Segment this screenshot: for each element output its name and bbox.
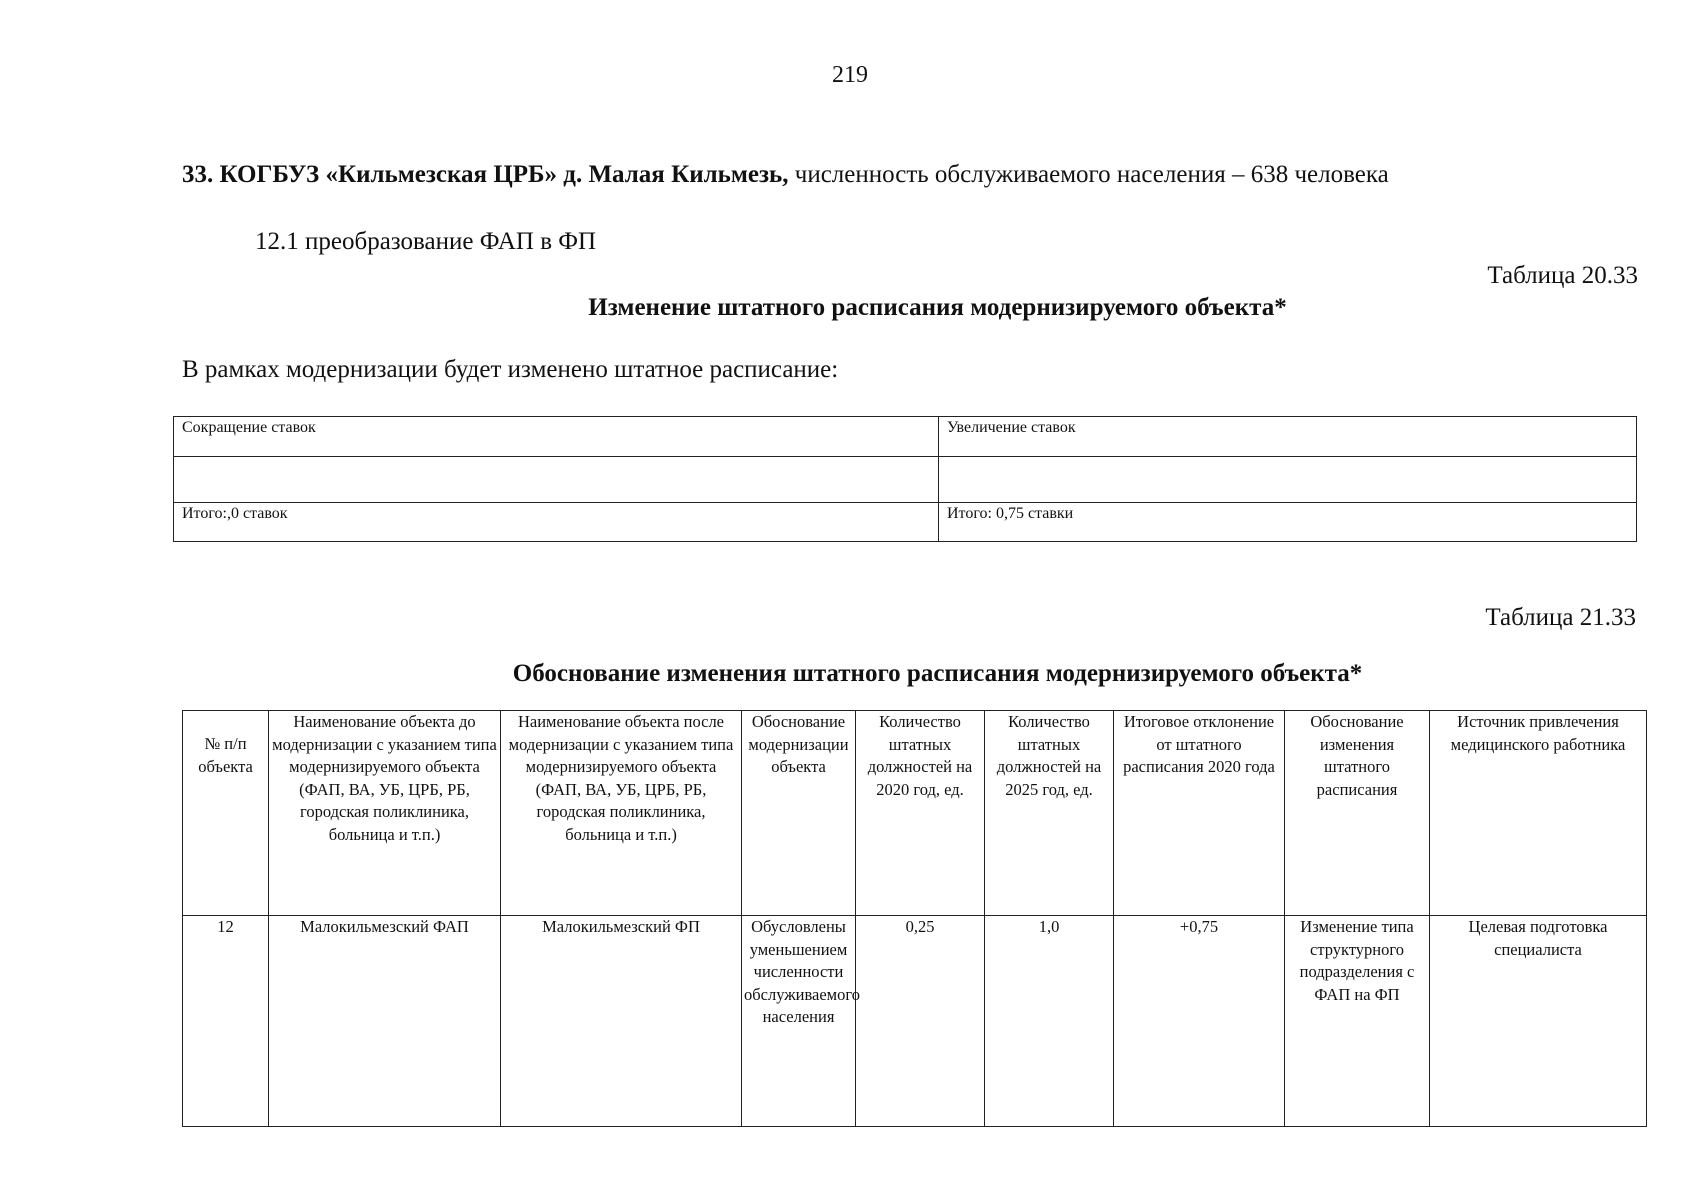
- staffing-justification-table: [182, 710, 1647, 1127]
- section-subheading: 12.1 преобразование ФАП в ФП: [255, 228, 597, 255]
- increase-header: Увеличение ставок: [939, 417, 1637, 457]
- column-header-positions-2020: Количество штатных должностей на 2020 год, ед.: [856, 711, 985, 916]
- table-row: [174, 503, 1637, 542]
- column-header-worker-source: Источник привлечения медицинского работника: [1430, 711, 1647, 916]
- table1-title: Изменение штатного расписания модернизируемого объекта*: [588, 294, 1287, 321]
- cell-positions-2025: 1,0: [985, 916, 1114, 1127]
- cell-positions-2020: 0,25: [856, 916, 985, 1127]
- column-header-name-after: Наименование объекта после модернизации с указанием типа модернизируемого объекта (ФАП, ВА, УБ, ЦРБ, РБ, городская поликлиника, больница и т.п.): [501, 711, 742, 916]
- table-header-row: [183, 711, 1647, 916]
- column-header-modernization-reason: Обоснование модернизации объекта: [742, 711, 856, 916]
- cell-worker-source: Целевая подготовка специалиста: [1430, 916, 1647, 1127]
- reduction-total: Итого:,0 ставок: [174, 503, 939, 542]
- cell-name-before: Малокильмезский ФАП: [269, 916, 501, 1127]
- column-header-total-deviation: Итоговое отклонение от штатного расписания 2020 года: [1114, 711, 1285, 916]
- cell-name-after: Малокильмезский ФП: [501, 916, 742, 1127]
- increase-total: Итого: 0,75 ставки: [939, 503, 1637, 542]
- increase-cell: [939, 457, 1637, 503]
- cell-change-reason: Изменение типа структурного подразделения с ФАП на ФП: [1285, 916, 1430, 1127]
- page-number: 219: [832, 62, 868, 88]
- column-header-positions-2025: Количество штатных должностей на 2025 год, ед.: [985, 711, 1114, 916]
- cell-modernization-reason: Обусловлены уменьшением численности обслуживаемого населения: [742, 916, 856, 1127]
- section-heading: [182, 158, 1642, 191]
- table-row: [174, 417, 1637, 457]
- table-row: [174, 457, 1637, 503]
- staffing-change-table: [173, 416, 1637, 542]
- reduction-header: Сокращение ставок: [174, 417, 939, 457]
- table2-title: Обоснование изменения штатного расписания модернизируемого объекта*: [512, 660, 1363, 687]
- table2-label: Таблица 21.33: [1485, 604, 1636, 631]
- column-header-name-before: Наименование объекта до модернизации с указанием типа модернизируемого объекта (ФАП, ВА, УБ, ЦРБ, РБ, городская поликлиника, больница и т.п.): [269, 711, 501, 916]
- cell-total-deviation: +0,75: [1114, 916, 1285, 1127]
- column-header-change-reason: Обоснование изменения штатного расписания: [1285, 711, 1430, 916]
- reduction-cell: [174, 457, 939, 503]
- table1-intro: В рамках модернизации будет изменено штатное расписание:: [182, 356, 839, 383]
- table-row: [183, 916, 1647, 1127]
- table1-label: Таблица 20.33: [1487, 262, 1638, 289]
- cell-number: 12: [183, 916, 269, 1127]
- section-heading-population: численность обслуживаемого населения – 638 человека: [788, 161, 1389, 188]
- column-header-number: № п/п объекта: [183, 711, 269, 916]
- section-heading-institution: 33. КОГБУЗ «Кильмезская ЦРБ» д. Малая Кильмезь,: [182, 161, 789, 188]
